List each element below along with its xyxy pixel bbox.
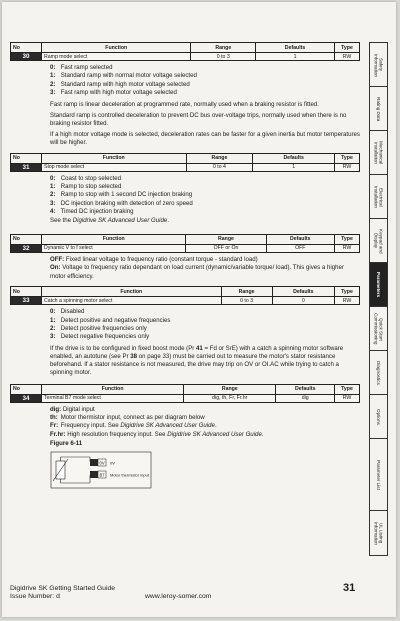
param-default: 1 <box>253 163 335 171</box>
col-range: Range <box>186 153 253 163</box>
option-item <box>50 422 360 430</box>
option-text: Fixed linear voltage to frequency ratio (constant torque - standard load) <box>65 255 258 263</box>
option-item <box>50 414 360 422</box>
option-key: 3: <box>50 89 56 97</box>
option-text: Ramp to stop with 1 second DC injection braking <box>60 191 193 199</box>
param-32-table <box>10 234 360 253</box>
param-number: 34 <box>11 394 42 402</box>
param-31-table <box>10 153 360 172</box>
diagram-frame <box>51 452 151 488</box>
param-default: OFF <box>266 244 334 252</box>
param-range: 0 to 3 <box>191 53 256 61</box>
tab-electrical-installation[interactable] <box>369 174 388 220</box>
note-text: See the <box>50 216 73 224</box>
param-number: 30 <box>11 53 42 61</box>
param-range: dig, th, Fr, Fr.hr <box>184 394 276 402</box>
option-item <box>50 333 360 341</box>
guide-title: Digidrive SK Advanced User Guide <box>72 216 168 224</box>
param-31-section <box>10 153 360 225</box>
param-30-table <box>10 42 360 61</box>
param-30-options <box>50 64 360 98</box>
option-item <box>50 325 360 333</box>
param-type: RW <box>335 244 360 252</box>
guide-title: Digidrive SK Advanced User Guide <box>167 430 262 438</box>
option-item <box>50 256 360 264</box>
param-function: Terminal B7 mode select <box>42 394 184 402</box>
option-text: Frequency input. See <box>60 422 121 430</box>
guide-title: Digidrive SK Advanced User Guide <box>120 422 215 430</box>
tab-label: Rating Data <box>376 96 382 122</box>
param-type: RW <box>335 394 360 402</box>
param-32-options <box>50 256 360 281</box>
tab-ul-listing-information[interactable] <box>369 510 388 556</box>
option-item <box>50 72 360 80</box>
tab-label: Parameter List <box>376 460 382 490</box>
col-defaults: Defaults <box>256 43 335 53</box>
option-key: 2: <box>50 80 56 88</box>
option-key: 4: <box>50 208 56 216</box>
param-function: Ramp mode select <box>42 53 191 61</box>
figure-caption: Figure 6-11 <box>50 440 83 448</box>
option-item <box>50 264 360 281</box>
tab-mechanical-installation[interactable] <box>369 130 388 176</box>
terminal-1-label: 0V <box>99 460 105 466</box>
param-type: RW <box>335 53 360 61</box>
website-link[interactable]: www.leroy-somer.com <box>145 593 212 600</box>
param-number: 32 <box>11 244 42 252</box>
col-no: No <box>11 153 42 163</box>
tab-parameter-list[interactable] <box>369 438 388 512</box>
terminal-2-description: Motor thermistor input <box>110 472 149 478</box>
guide-title: Digidrive SK Getting Started Guide <box>10 585 116 592</box>
col-no: No <box>11 287 42 297</box>
option-item <box>50 308 360 316</box>
option-item <box>50 208 360 216</box>
option-text: Standard ramp with high motor voltage selected <box>60 80 190 88</box>
thermistor-diagram <box>50 451 360 494</box>
col-type: Type <box>335 287 360 297</box>
param-ref: 38 <box>130 352 138 360</box>
param-range: OFF or On <box>186 244 266 252</box>
option-key: 2: <box>50 191 56 199</box>
param-range: 0 to 3 <box>221 297 272 305</box>
option-item <box>50 81 360 89</box>
param-function: Dynamic V to f select <box>42 244 186 252</box>
option-key: 0: <box>50 64 56 71</box>
param-32-section <box>10 234 360 281</box>
option-text: . <box>261 430 264 438</box>
tab-label: Keypad and Display <box>373 228 384 254</box>
tab-label: Quick Start Commissioning <box>373 313 384 345</box>
page-footer <box>10 585 115 601</box>
page-content <box>10 42 360 494</box>
param-34-section <box>10 384 360 494</box>
option-item <box>50 89 360 97</box>
col-function: Function <box>42 153 187 163</box>
param-number: 31 <box>11 163 42 171</box>
param-34-options <box>50 406 360 449</box>
param-default: dig <box>276 394 335 402</box>
col-defaults: Defaults <box>272 287 334 297</box>
col-range: Range <box>184 384 276 394</box>
issue-number: Issue Number: d <box>10 593 60 600</box>
col-function: Function <box>42 43 191 53</box>
param-type: RW <box>335 163 360 171</box>
param-30-section <box>10 42 360 148</box>
param-34-table <box>10 384 360 403</box>
option-text: Ramp to stop selected <box>60 183 122 191</box>
manual-page <box>2 2 396 617</box>
option-item <box>50 431 360 439</box>
tab-label: Mechanical Installation <box>373 141 384 165</box>
option-key: 1: <box>50 72 56 80</box>
para-text: If the drive is to be configured in fixed boost mode (Pr <box>50 344 196 352</box>
tab-label: Safety Information <box>373 53 384 77</box>
paragraph: Fast ramp is linear deceleration at programmed rate, normally used when a braking resistor is fitted. <box>50 100 319 108</box>
option-key: 2: <box>50 324 56 332</box>
tab-rating-data[interactable] <box>369 86 388 132</box>
option-key: Fr.hr: <box>50 430 66 438</box>
terminal-1-description: 0V <box>110 460 115 466</box>
col-range: Range <box>191 43 256 53</box>
param-function: Stop mode select <box>42 163 187 171</box>
para-text: on page 33) must be carried out to measure the motor's stator resistance beforehand. If a stator resistance is not measured, the drive may trip on OV or OI.AC while trying to catch a spinning motor. <box>50 352 339 377</box>
tab-label: Diagnostics <box>376 361 382 385</box>
param-31-options <box>50 175 360 217</box>
param-33-options <box>50 308 360 342</box>
paragraph: If a high motor voltage mode is selected, deceleration rates can be faster for a given inertia but motor temperatures will be higher. <box>50 131 360 147</box>
tab-options[interactable] <box>369 394 388 440</box>
option-text: Detect negative frequencies only <box>60 333 150 341</box>
note-text: . <box>167 216 170 224</box>
terminal-2-label: B7 <box>99 472 105 478</box>
param-default: 0 <box>272 297 334 305</box>
option-key: 3: <box>50 333 56 341</box>
option-text: Digital input <box>62 405 95 413</box>
option-text: Voltage to frequency ratio dependant on load current (dynamic/variable torque/ load). This gives a higher motor efficiency. <box>50 264 344 280</box>
option-text: High resolution frequency input. See <box>67 430 168 438</box>
option-item <box>50 406 360 414</box>
tab-label: Options <box>376 409 382 425</box>
option-text: Timed DC injection braking <box>60 208 134 216</box>
para-text: = Fd or SrE) with a catch a spinning motor software enabled, an autotune (see Pr <box>50 344 344 360</box>
col-function: Function <box>42 234 186 244</box>
option-key: On: <box>50 264 61 272</box>
option-item <box>50 191 360 199</box>
option-text: Standard ramp with normal motor voltage selected <box>60 72 197 80</box>
param-default: 1 <box>256 53 335 61</box>
tab-safety-information[interactable] <box>369 42 388 88</box>
option-text: Detect positive frequencies only <box>60 324 147 332</box>
option-text: DC injection braking with detection of zero speed <box>60 199 193 207</box>
option-item <box>50 317 360 325</box>
autotune-paragraph <box>50 345 360 378</box>
col-range: Range <box>221 287 272 297</box>
option-text: Disabled <box>60 308 85 316</box>
see-guide-note <box>50 217 360 225</box>
option-key: 0: <box>50 308 56 316</box>
col-defaults: Defaults <box>276 384 335 394</box>
col-type: Type <box>335 43 360 53</box>
option-text: . <box>214 422 217 430</box>
col-range: Range <box>186 234 266 244</box>
option-text: Detect positive and negative frequencies <box>60 316 171 324</box>
param-type: RW <box>335 297 360 305</box>
param-function: Catch a spinning motor select <box>42 297 222 305</box>
col-type: Type <box>335 384 360 394</box>
col-type: Type <box>335 153 360 163</box>
option-text: Coast to stop selected <box>60 174 121 182</box>
param-ref: 41 <box>196 344 203 352</box>
param-33-table <box>10 286 360 305</box>
option-text: Fast ramp with high motor voltage selected <box>60 89 177 97</box>
terminal-block <box>90 459 98 466</box>
tab-parameters[interactable] <box>369 262 388 308</box>
param-number: 33 <box>11 297 42 305</box>
option-key: Fr: <box>50 422 59 430</box>
col-function: Function <box>42 287 222 297</box>
option-key: 1: <box>50 183 56 191</box>
tab-quick-start-commissioning[interactable] <box>369 306 388 352</box>
option-key: 0: <box>50 174 56 182</box>
param-range: 0 to 4 <box>186 163 253 171</box>
col-no: No <box>11 43 42 53</box>
tab-keypad-and-display[interactable] <box>369 218 388 264</box>
col-type: Type <box>335 234 360 244</box>
terminal-block <box>90 471 98 478</box>
option-text: Fast ramp selected <box>60 64 113 71</box>
col-defaults: Defaults <box>253 153 335 163</box>
option-key: dig: <box>50 405 62 413</box>
option-item <box>50 64 360 72</box>
option-key: OFF: <box>50 255 65 263</box>
col-no: No <box>11 384 42 394</box>
option-key: 3: <box>50 199 56 207</box>
option-key: th: <box>50 413 58 421</box>
col-function: Function <box>42 384 184 394</box>
option-item <box>50 183 360 191</box>
tab-diagnostics[interactable] <box>369 350 388 396</box>
thermistor-diagram-svg <box>50 451 154 489</box>
tab-label: Parameters <box>376 272 382 298</box>
col-defaults: Defaults <box>266 234 334 244</box>
page-number: 31 <box>343 582 356 594</box>
tab-label: Electrical Installation <box>373 186 384 208</box>
tab-label: UL Listing Information <box>373 521 384 545</box>
option-item <box>50 175 360 183</box>
paragraph: Standard ramp is controlled deceleration to prevent DC bus over-voltage trips, normally used when there is no braking resistor fitted. <box>50 111 347 128</box>
option-item <box>50 200 360 208</box>
option-text: Motor thermistor input, connect as per diagram below <box>60 413 205 421</box>
option-key: 1: <box>50 316 56 324</box>
param-33-section <box>10 286 360 377</box>
col-no: No <box>11 234 42 244</box>
